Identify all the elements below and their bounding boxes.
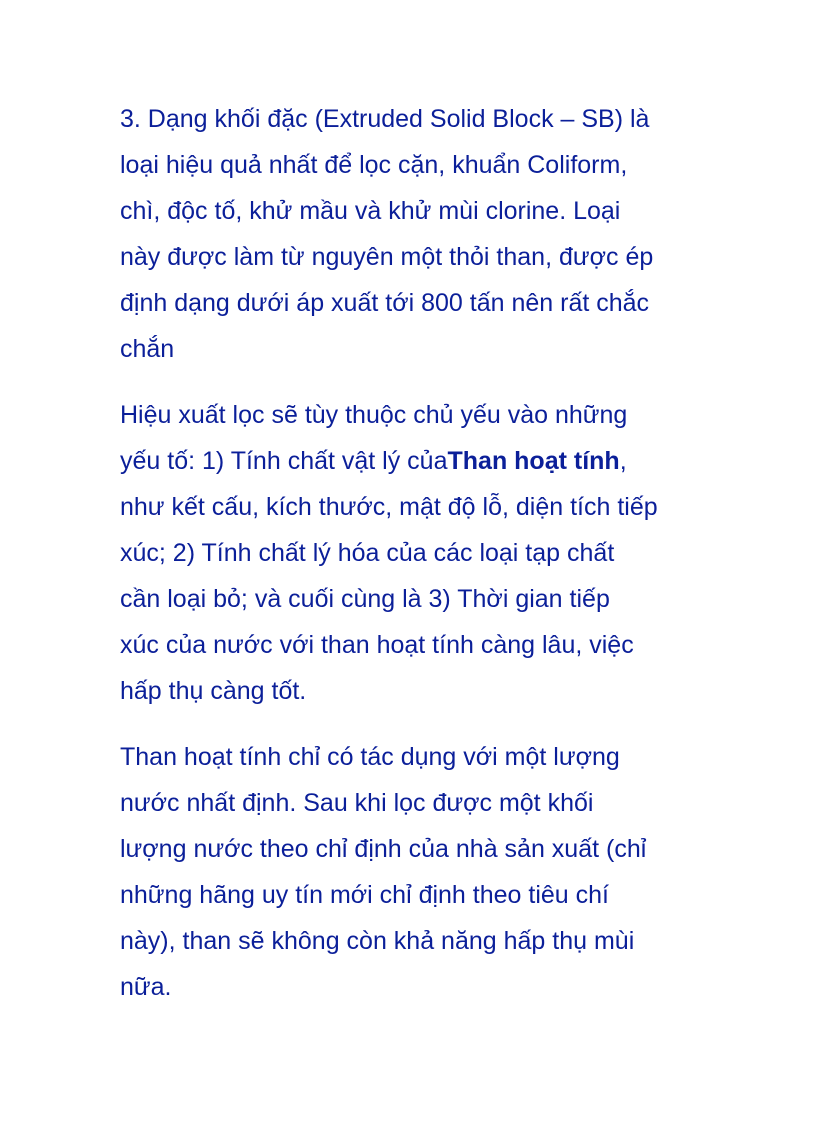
text-segment: , xyxy=(619,447,627,475)
text-line: chì, độc tố, khử mầu và khử mùi clorine. Loại xyxy=(120,197,621,225)
text-line: định dạng dưới áp xuất tới 800 tấn nên rất chắc xyxy=(120,289,650,317)
paragraph-filter-efficiency xyxy=(120,392,710,714)
text-line: xúc; 2) Tính chất lý hóa của các loại tạp chất xyxy=(120,539,615,567)
paragraph-carbon-lifetime xyxy=(120,734,710,1010)
text-line: nữa. xyxy=(120,973,172,1001)
text-line: Than hoạt tính chỉ có tác dụng với một lượng xyxy=(120,743,620,771)
text-line: này), than sẽ không còn khả năng hấp thụ mùi xyxy=(120,927,635,955)
text-line: lượng nước theo chỉ định của nhà sản xuất (chỉ xyxy=(120,835,647,863)
text-line: loại hiệu quả nhất để lọc cặn, khuẩn Coliform, xyxy=(120,151,628,179)
paragraph-carbon-block xyxy=(120,96,710,372)
text-line: như kết cấu, kích thước, mật độ lỗ, diện tích tiếp xyxy=(120,493,658,521)
text-line: cần loại bỏ; và cuối cùng là 3) Thời gian tiếp xyxy=(120,585,610,613)
text-line: chắn xyxy=(120,335,175,363)
text-line: Hiệu xuất lọc sẽ tùy thuộc chủ yếu vào những xyxy=(120,401,628,429)
text-line: 3. Dạng khối đặc (Extruded Solid Block – SB) là xyxy=(120,105,650,133)
text-line: xúc của nước với than hoạt tính càng lâu, việc xyxy=(120,631,634,659)
text-line: những hãng uy tín mới chỉ định theo tiêu chí xyxy=(120,881,609,909)
text-segment: yếu tố: 1) Tính chất vật lý của xyxy=(120,447,448,475)
text-line: hấp thụ càng tốt. xyxy=(120,677,307,705)
bold-term-activated-carbon: Than hoạt tính xyxy=(447,447,620,475)
text-line: này được làm từ nguyên một thỏi than, được ép xyxy=(120,243,654,271)
document-page xyxy=(120,96,710,1010)
text-line: nước nhất định. Sau khi lọc được một khối xyxy=(120,789,594,817)
text-line xyxy=(120,438,710,484)
